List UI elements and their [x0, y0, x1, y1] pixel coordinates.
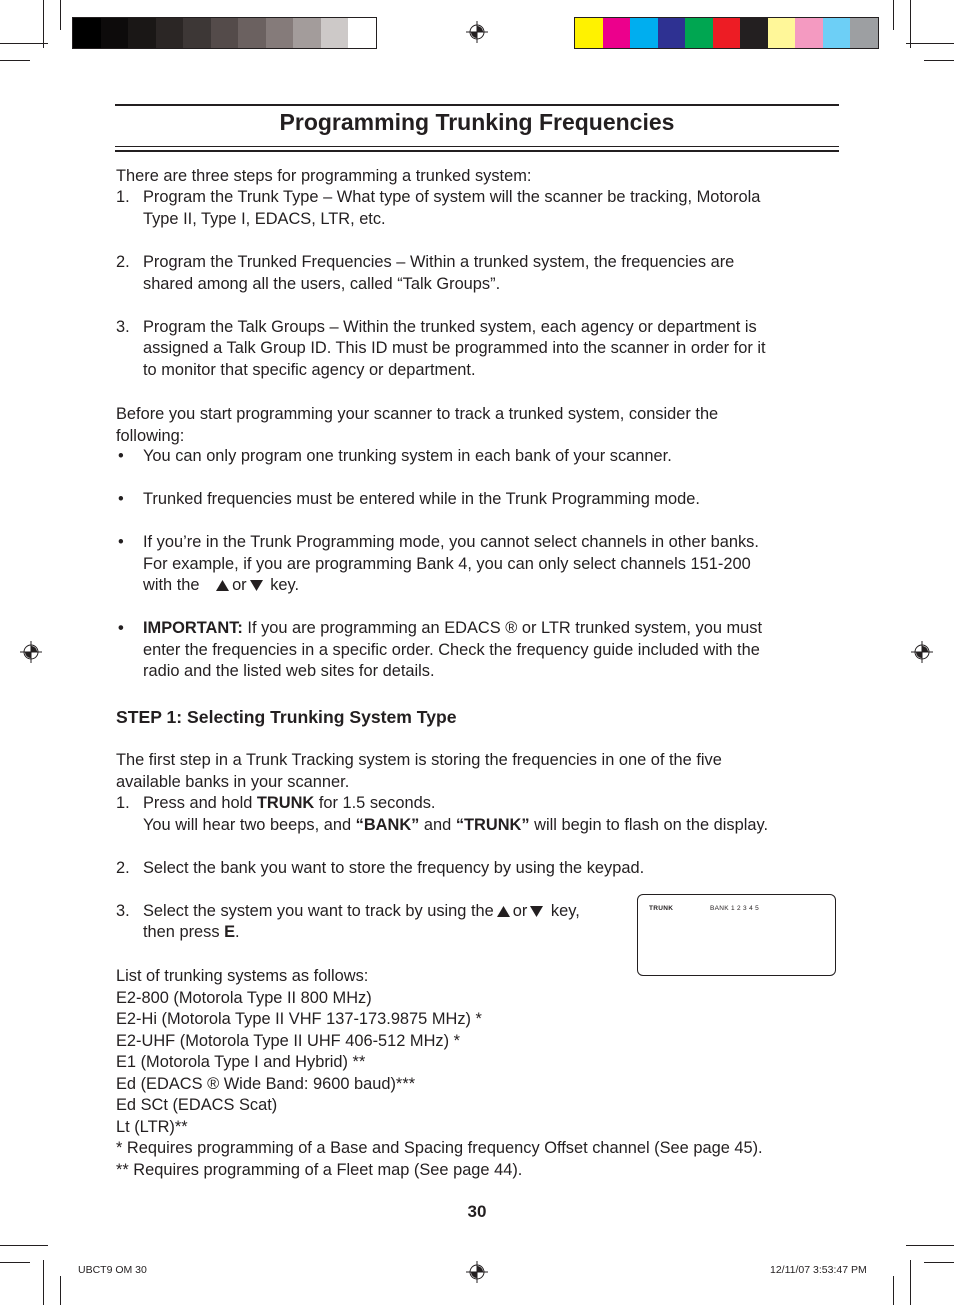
consider-text: Before you start programming your scanner to track a trunked system, consider the	[116, 405, 719, 423]
text-run: Select the system you want to track by using the	[143, 902, 494, 920]
or-text: or	[232, 576, 247, 594]
crop-mark	[924, 1262, 954, 1263]
text-run: .	[235, 923, 240, 941]
crop-mark	[906, 43, 954, 44]
text-run: and	[419, 816, 456, 834]
crop-mark	[0, 1245, 48, 1246]
crop-mark	[60, 0, 61, 30]
crop-mark	[0, 43, 48, 44]
color-swatch	[768, 18, 796, 48]
lcd-display	[637, 894, 836, 976]
gray-swatch	[293, 18, 321, 48]
registration-mark-icon	[466, 21, 488, 43]
system-item: E2-Hi (Motorola Type II VHF 137-173.9875 MHz) *	[116, 1010, 482, 1028]
color-swatch	[685, 18, 713, 48]
bullet-text: If you’re in the Trunk Programming mode, you cannot select channels in other banks.	[143, 533, 759, 551]
footnote: ** Requires programming of a Fleet map (See page 44).	[116, 1161, 523, 1179]
gray-swatch	[73, 18, 101, 48]
color-swatch	[740, 18, 768, 48]
gray-swatch	[183, 18, 211, 48]
step1-paragraph: available banks in your scanner.	[116, 773, 350, 791]
display-label: “TRUNK”	[455, 816, 530, 834]
crop-mark	[60, 1276, 61, 1305]
gray-swatch	[321, 18, 349, 48]
crop-mark	[910, 0, 911, 48]
system-item: Ed SCt (EDACS Scat)	[116, 1096, 278, 1114]
footnote: * Requires programming of a Base and Spacing frequency Offset channel (See page 45).	[116, 1139, 763, 1157]
system-item: Lt (LTR)**	[116, 1118, 188, 1136]
down-arrow-icon	[250, 580, 263, 591]
step-text	[143, 816, 768, 835]
step-text: Select the bank you want to store the frequency by using the keypad.	[143, 859, 645, 877]
bullet-text: with the	[143, 576, 200, 594]
title-rule-top	[115, 104, 839, 106]
step-number: 1.	[116, 188, 130, 206]
color-swatch	[575, 18, 603, 48]
bullet-icon: •	[118, 490, 124, 508]
crop-mark	[893, 0, 894, 30]
system-item: Ed (EDACS ® Wide Band: 9600 baud)***	[116, 1075, 416, 1093]
step-number: 3.	[116, 318, 130, 336]
crop-mark	[0, 1262, 30, 1263]
consider-text: following:	[116, 427, 185, 445]
system-item: E2-800 (Motorola Type II 800 MHz)	[116, 989, 372, 1007]
step-text	[143, 794, 435, 813]
step-text: Program the Trunk Type – What type of system will the scanner be tracking, Motorola	[143, 188, 761, 206]
footer-timestamp: 12/11/07 3:53:47 PM	[770, 1264, 867, 1276]
step-number: 2.	[116, 859, 130, 877]
gray-swatch	[128, 18, 156, 48]
color-bar	[574, 17, 879, 49]
system-item: E2-UHF (Motorola Type II UHF 406-512 MHz) *	[116, 1032, 461, 1050]
bullet-text-with-keys	[143, 576, 299, 595]
step-text: assigned a Talk Group ID. This ID must be programmed into the scanner in order for it	[143, 339, 766, 357]
gray-swatch	[101, 18, 129, 48]
registration-mark-icon	[20, 641, 42, 663]
text-run: then press	[143, 923, 225, 941]
lcd-bank-indicator: BANK 1 2 3 4 5	[710, 905, 760, 912]
color-swatch	[823, 18, 851, 48]
down-arrow-icon	[530, 906, 543, 917]
lcd-trunk-indicator: TRUNK	[649, 905, 674, 912]
color-swatch	[658, 18, 686, 48]
text-run: for 1.5 seconds.	[314, 794, 436, 812]
crop-mark	[0, 60, 30, 61]
crop-mark	[893, 1276, 894, 1305]
text-run: key,	[550, 902, 580, 920]
bullet-icon: •	[118, 447, 124, 465]
gray-swatch	[211, 18, 239, 48]
or-text: or	[512, 902, 528, 920]
bullet-text: Trunked frequencies must be entered while in the Trunk Programming mode.	[143, 490, 700, 508]
section-heading: STEP 1: Selecting Trunking System Type	[116, 707, 457, 727]
text-run: Press and hold	[143, 794, 257, 812]
gray-swatch	[348, 18, 376, 48]
up-arrow-icon	[216, 580, 229, 591]
gray-swatch	[156, 18, 184, 48]
system-item: E1 (Motorola Type I and Hybrid) **	[116, 1053, 366, 1071]
text-run: You will hear two beeps, and	[143, 816, 356, 834]
crop-mark	[43, 1260, 44, 1305]
step-text	[143, 902, 580, 921]
registration-mark-icon	[911, 641, 933, 663]
key-name: E	[224, 923, 236, 941]
bullet-icon: •	[118, 619, 124, 637]
color-swatch	[603, 18, 631, 48]
crop-mark	[910, 1260, 911, 1305]
crop-mark	[906, 1245, 954, 1246]
intro-text: There are three steps for programming a trunked system:	[116, 167, 532, 185]
color-swatch	[850, 18, 878, 48]
bullet-text: For example, if you are programming Bank 4, you can only select channels 151-200	[143, 555, 751, 573]
gray-swatch	[266, 18, 294, 48]
bullet-text: If you are programming an EDACS ® or LTR trunked system, you must	[242, 619, 763, 637]
systems-heading: List of trunking systems as follows:	[116, 967, 369, 985]
grayscale-bar	[72, 17, 377, 49]
step-text: Program the Talk Groups – Within the trunked system, each agency or department is	[143, 318, 757, 336]
step-text: to monitor that specific agency or department.	[143, 361, 476, 379]
important-label: IMPORTANT:	[143, 619, 243, 637]
crop-mark	[43, 0, 44, 48]
bullet-text: key.	[270, 576, 300, 594]
display-label: “BANK”	[355, 816, 420, 834]
bullet-text: radio and the listed web sites for details.	[143, 662, 435, 680]
step-text	[143, 923, 240, 942]
color-swatch	[795, 18, 823, 48]
step-text: Program the Trunked Frequencies – Within a trunked system, the frequencies are	[143, 253, 735, 271]
title-rule-bottom	[115, 146, 839, 147]
crop-mark	[924, 60, 954, 61]
key-name: TRUNK	[256, 794, 315, 812]
important-note	[143, 619, 762, 638]
bullet-text: You can only program one trunking system in each bank of your scanner.	[143, 447, 672, 465]
footer-file-label: UBCT9 OM 30	[78, 1264, 147, 1276]
color-swatch	[630, 18, 658, 48]
text-run: will begin to flash on the display.	[529, 816, 769, 834]
step-number: 1.	[116, 794, 130, 812]
up-arrow-icon	[497, 906, 510, 917]
page-title: Programming Trunking Frequencies	[279, 109, 675, 135]
page-number: 30	[467, 1202, 487, 1221]
title-rule-bottom	[115, 150, 839, 152]
color-swatch	[713, 18, 741, 48]
gray-swatch	[238, 18, 266, 48]
bullet-icon: •	[118, 533, 124, 551]
registration-mark-icon	[466, 1261, 488, 1283]
step-number: 3.	[116, 902, 130, 920]
step1-paragraph: The first step in a Trunk Tracking system is storing the frequencies in one of the five	[116, 751, 722, 769]
step-text: Type II, Type I, EDACS, LTR, etc.	[143, 210, 386, 228]
step-text: shared among all the users, called “Talk Groups”.	[143, 275, 501, 293]
bullet-text: enter the frequencies in a specific order. Check the frequency guide included with the	[143, 641, 760, 659]
step-number: 2.	[116, 253, 130, 271]
